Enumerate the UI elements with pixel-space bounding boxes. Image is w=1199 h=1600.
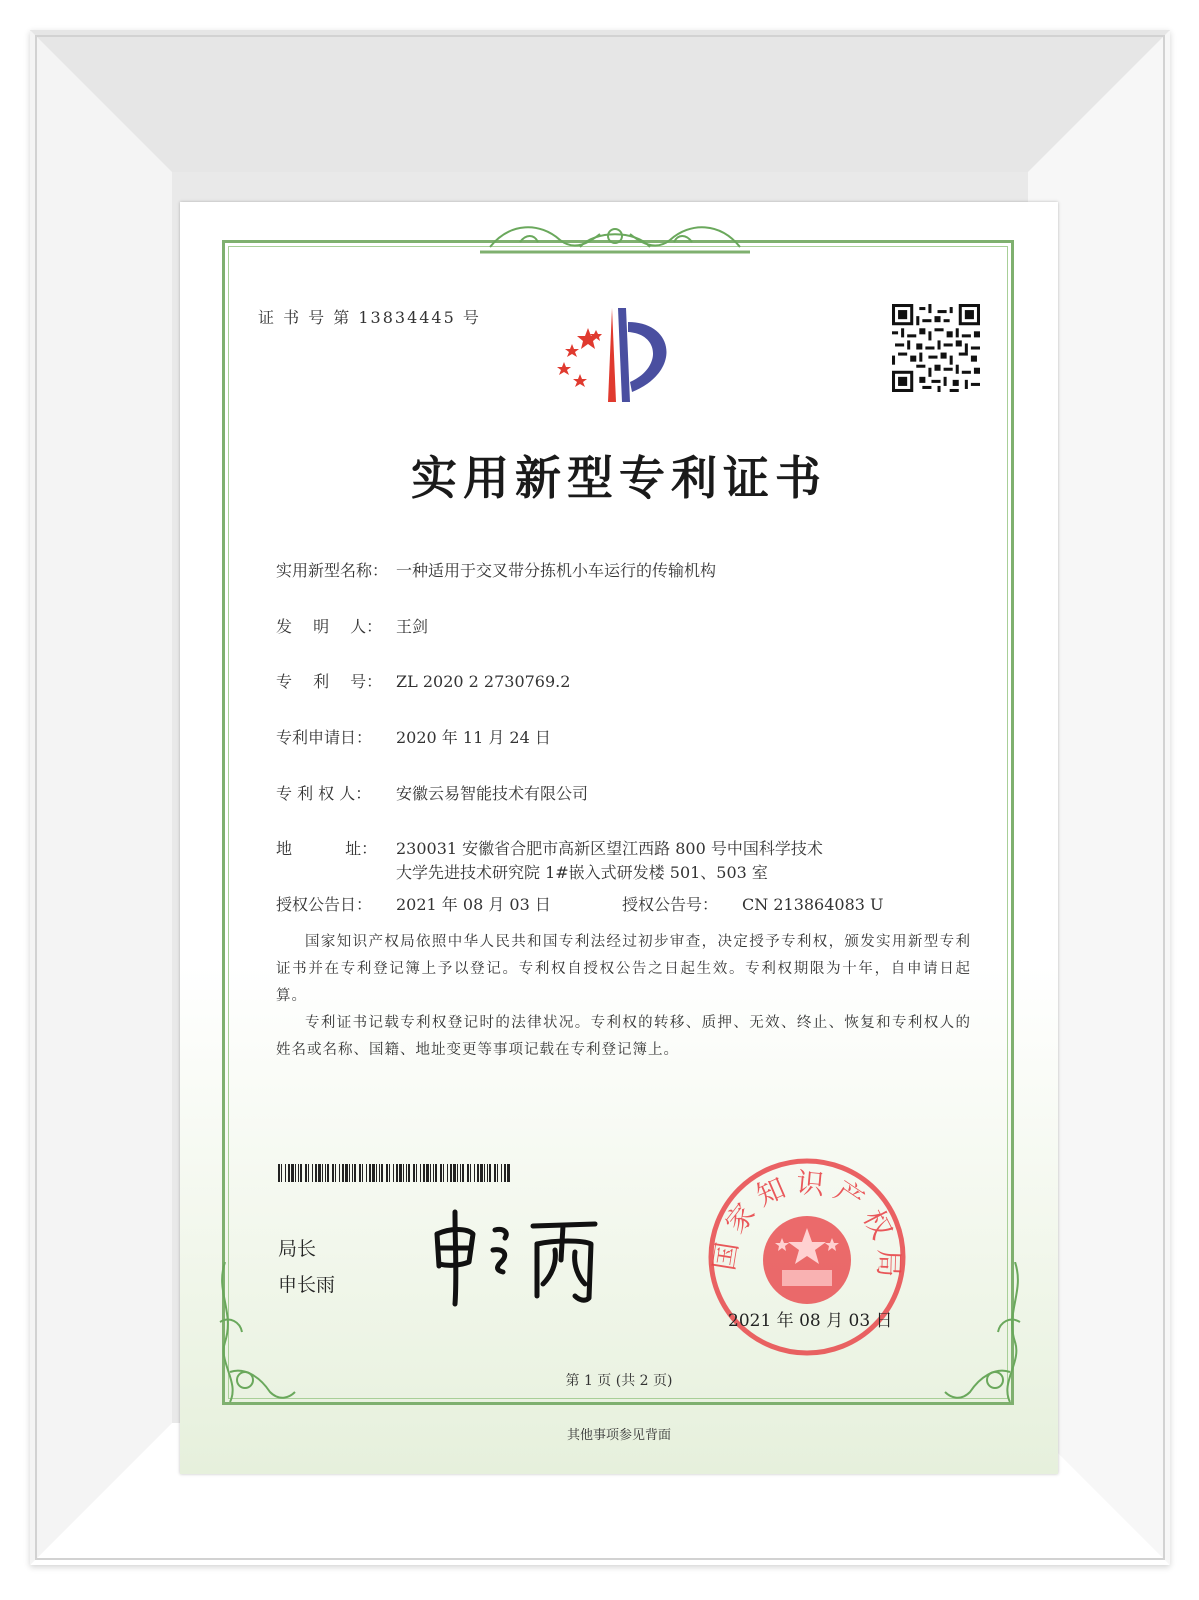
field-label: 授权公告号： xyxy=(622,895,719,914)
field-label: 实用新型名称： xyxy=(276,561,389,580)
field-application-date xyxy=(276,725,551,748)
field-value: 一种适用于交叉带分拣机小车运行的传输机构 xyxy=(396,561,717,580)
certificate-paper xyxy=(180,202,1058,1474)
field-address xyxy=(276,836,823,859)
field-label: 发 明 人： xyxy=(276,617,383,636)
qr-code-icon xyxy=(892,304,980,392)
field-patentee xyxy=(276,781,588,804)
legal-paragraph-2: 专利证书记载专利权登记时的法律状况。专利权的转移、质押、无效、终止、恢复和专利权人的姓名或名称、国籍、地址变更等事项记载在专利登记簿上。 xyxy=(276,1015,971,1058)
field-label: 专利申请日： xyxy=(276,728,373,747)
field-name xyxy=(276,558,716,581)
field-value: CN 213864083 U xyxy=(742,895,884,914)
seal-text: 国家知识产权局 xyxy=(707,1165,906,1286)
legal-paragraph-1: 国家知识产权局依照中华人民共和国专利法经过初步审查，决定授予专利权，颁发实用新型专利证书并在专利登记簿上予以登记。专利权自授权公告之日起生效。专利权期限为十年，自申请日起算。 xyxy=(276,934,971,1004)
back-note: 其他事项参见背面 xyxy=(566,1428,671,1443)
field-patent-number xyxy=(276,669,570,692)
field-value: 2021 年 08 月 03 日 xyxy=(396,895,551,914)
field-value: 230031 安徽省合肥市高新区望江西路 800 号中国科学技术 xyxy=(396,839,823,858)
field-value: ZL 2020 2 2730769.2 xyxy=(396,672,571,691)
page-number: 第 1 页 (共 2 页) xyxy=(565,1373,673,1389)
field-label: 专 利 权 人： xyxy=(276,784,372,803)
signer-name: 申长雨 xyxy=(278,1274,336,1296)
field-grant-date xyxy=(276,892,884,915)
field-value: 安徽云易智能技术有限公司 xyxy=(396,784,589,803)
certificate-number: 证 书 号 第 13834445 号 xyxy=(258,308,481,327)
field-value: 2020 年 11 月 24 日 xyxy=(396,728,551,747)
barcode-icon xyxy=(278,1164,510,1182)
patent-logo-icon xyxy=(550,300,690,410)
field-label: 专 利 号： xyxy=(276,672,383,691)
certificate-title: 实用新型专利证书 xyxy=(411,451,827,505)
field-label: 授权公告日： xyxy=(276,895,373,914)
field-value: 王剑 xyxy=(396,617,429,636)
field-label: 地 址： xyxy=(276,839,378,858)
seal-date: 2021 年 08 月 03 日 xyxy=(728,1311,893,1331)
field-inventor xyxy=(276,614,428,637)
top-ornament-icon xyxy=(480,212,750,262)
signature-icon xyxy=(425,1204,625,1314)
address-line-2: 大学先进技术研究院 1#嵌入式研发楼 501、503 室 xyxy=(396,863,768,882)
picture-frame xyxy=(30,30,1170,1565)
signer-title: 局长 xyxy=(278,1238,317,1260)
